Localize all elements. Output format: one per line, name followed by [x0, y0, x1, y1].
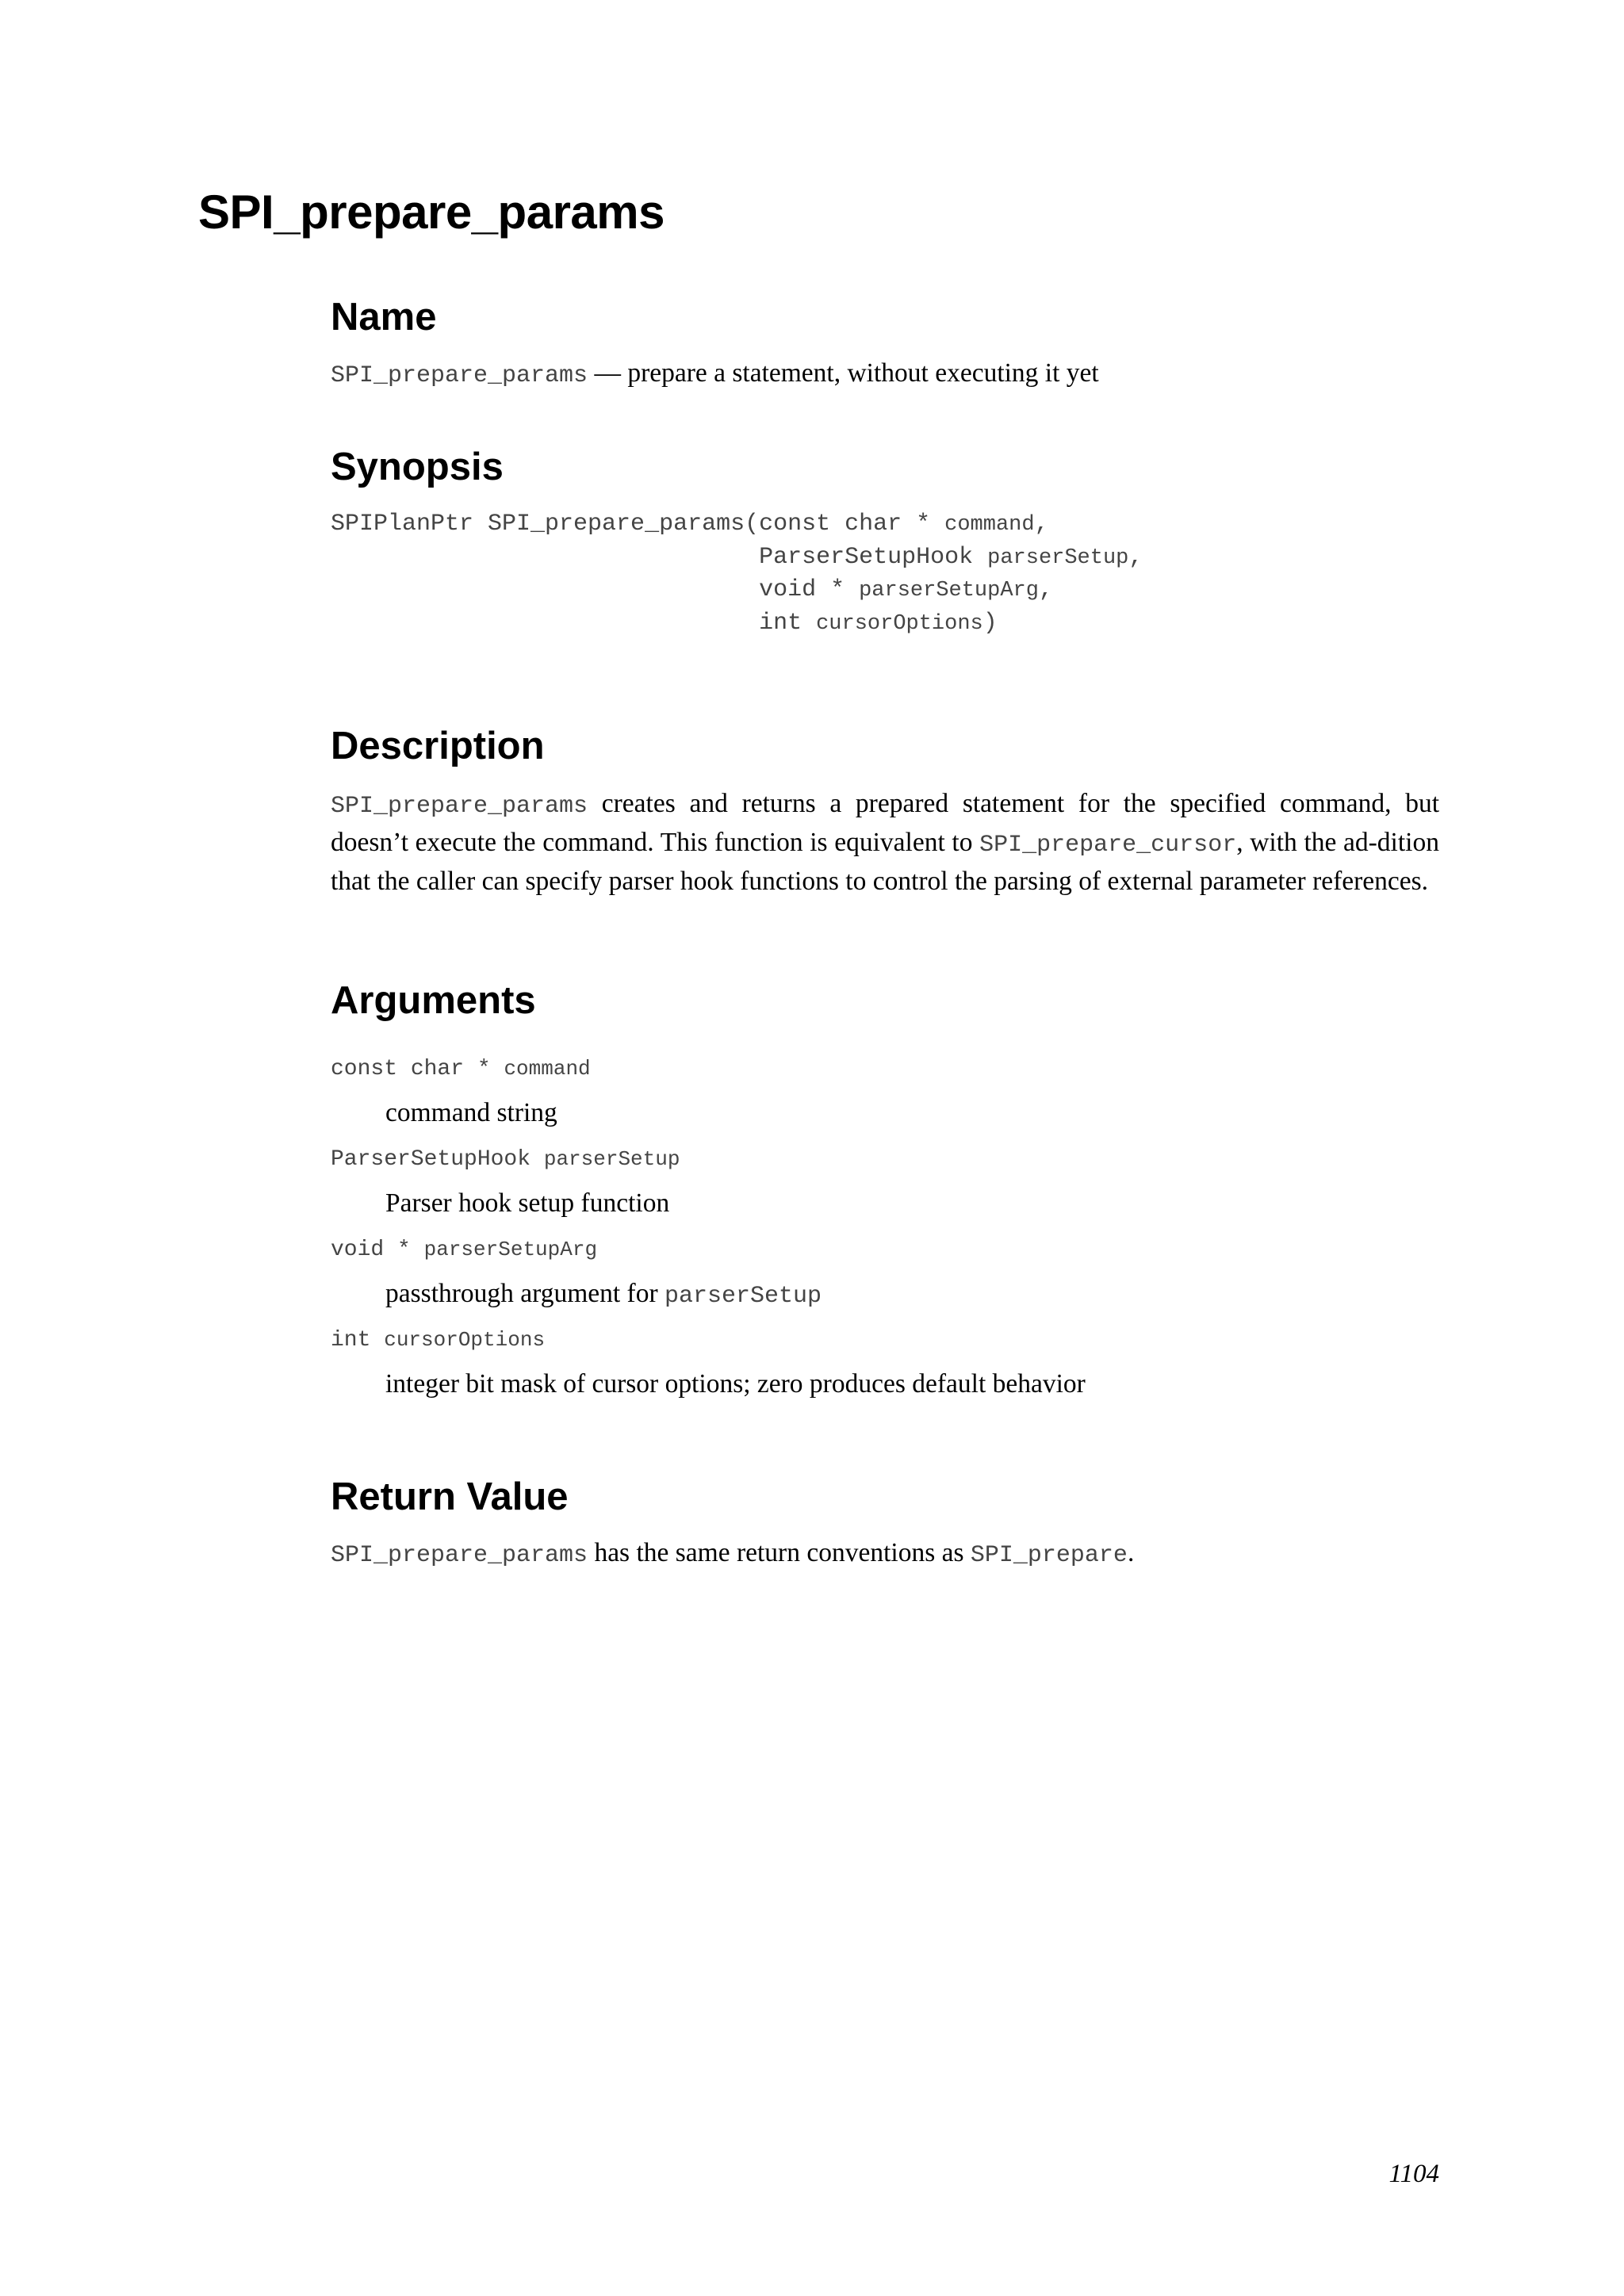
- description-text: , with the ad-dition that the caller can specify parser hook functions to control the parsing of external parameter references.: [331, 828, 1439, 896]
- argument-description: [331, 1366, 1439, 1405]
- name-heading: Name: [331, 296, 437, 339]
- argument-term: [331, 1053, 1439, 1085]
- argument-param: cursorOptions: [384, 1328, 546, 1352]
- return-value-heading: Return Value: [331, 1475, 569, 1518]
- synopsis-line: [331, 607, 1439, 641]
- argument-type: void *: [331, 1238, 424, 1262]
- argument-param: parserSetup: [543, 1147, 680, 1171]
- return-value-paragraph: [331, 1535, 1439, 1574]
- return-value-punct: .: [1127, 1538, 1135, 1567]
- name-separator: —: [588, 358, 628, 388]
- argument-param: command: [504, 1057, 591, 1081]
- arguments-section: [331, 975, 1439, 1405]
- argument-description: [331, 1095, 1439, 1134]
- argument-term: [331, 1143, 1439, 1176]
- argument-item: [331, 1324, 1439, 1405]
- argument-description-code: parserSetup: [665, 1283, 822, 1310]
- synopsis-line: [331, 574, 1439, 607]
- page-number: 1104: [1388, 2160, 1439, 2188]
- synopsis-code-text: int: [331, 609, 817, 637]
- argument-description-text: Parser hook setup function: [385, 1188, 670, 1218]
- synopsis-param: parserSetup: [987, 545, 1129, 570]
- synopsis-code: [331, 508, 1439, 640]
- argument-description-text: integer bit mask of cursor options; zero produces default behavior: [385, 1369, 1086, 1399]
- argument-item: [331, 1143, 1439, 1224]
- synopsis-code-text: ParserSetupHook: [331, 543, 988, 571]
- argument-description: [331, 1185, 1439, 1224]
- argument-type: const char *: [331, 1057, 504, 1081]
- synopsis-punct: ): [982, 609, 998, 637]
- description-section: [331, 721, 1439, 899]
- argument-term: [331, 1234, 1439, 1266]
- argument-list: [331, 1053, 1439, 1405]
- synopsis-heading: Synopsis: [331, 446, 504, 488]
- synopsis-param: parserSetupArg: [859, 579, 1039, 603]
- synopsis-code-text: SPIPlanPtr SPI_prepare_params(const char *: [331, 511, 945, 538]
- synopsis-punct: ,: [1038, 576, 1053, 603]
- argument-description: [331, 1276, 1439, 1314]
- name-line: [331, 355, 1439, 394]
- description-paragraph: [331, 786, 1439, 899]
- argument-item: [331, 1234, 1439, 1314]
- return-value-section: [331, 1471, 1439, 1574]
- argument-type: int: [331, 1328, 385, 1353]
- description-text: creates and returns a prepared statement for the specified command, but doesn’t execute the command. This function is equivalent to: [331, 789, 1439, 857]
- argument-item: [331, 1053, 1439, 1134]
- synopsis-code-text: void *: [331, 576, 860, 603]
- synopsis-section: [331, 442, 1439, 640]
- synopsis-param: cursorOptions: [816, 611, 983, 636]
- name-section: [331, 292, 1439, 394]
- function-name: SPI_prepare_params: [331, 1542, 588, 1569]
- return-value-text: has the same return conventions as: [588, 1538, 971, 1567]
- function-name: SPI_prepare_params: [331, 362, 588, 389]
- arguments-heading: Arguments: [331, 979, 536, 1022]
- synopsis-line: [331, 541, 1439, 575]
- page-title: SPI_prepare_params: [198, 186, 665, 239]
- argument-type: ParserSetupHook: [331, 1147, 544, 1172]
- reference-content: [331, 292, 1439, 1574]
- synopsis-line: [331, 508, 1439, 541]
- function-purpose: prepare a statement, without executing it yet: [627, 358, 1099, 388]
- argument-description-text: passthrough argument for: [385, 1279, 665, 1308]
- function-reference: SPI_prepare: [970, 1542, 1128, 1569]
- argument-term: [331, 1324, 1439, 1357]
- synopsis-param: command: [944, 513, 1035, 537]
- argument-description-text: command string: [385, 1098, 557, 1127]
- function-name: SPI_prepare_params: [331, 793, 588, 820]
- description-heading: Description: [331, 725, 545, 767]
- argument-param: parserSetupArg: [423, 1238, 598, 1261]
- synopsis-punct: ,: [1034, 511, 1049, 538]
- function-reference: SPI_prepare_cursor: [979, 832, 1237, 859]
- synopsis-punct: ,: [1128, 543, 1143, 571]
